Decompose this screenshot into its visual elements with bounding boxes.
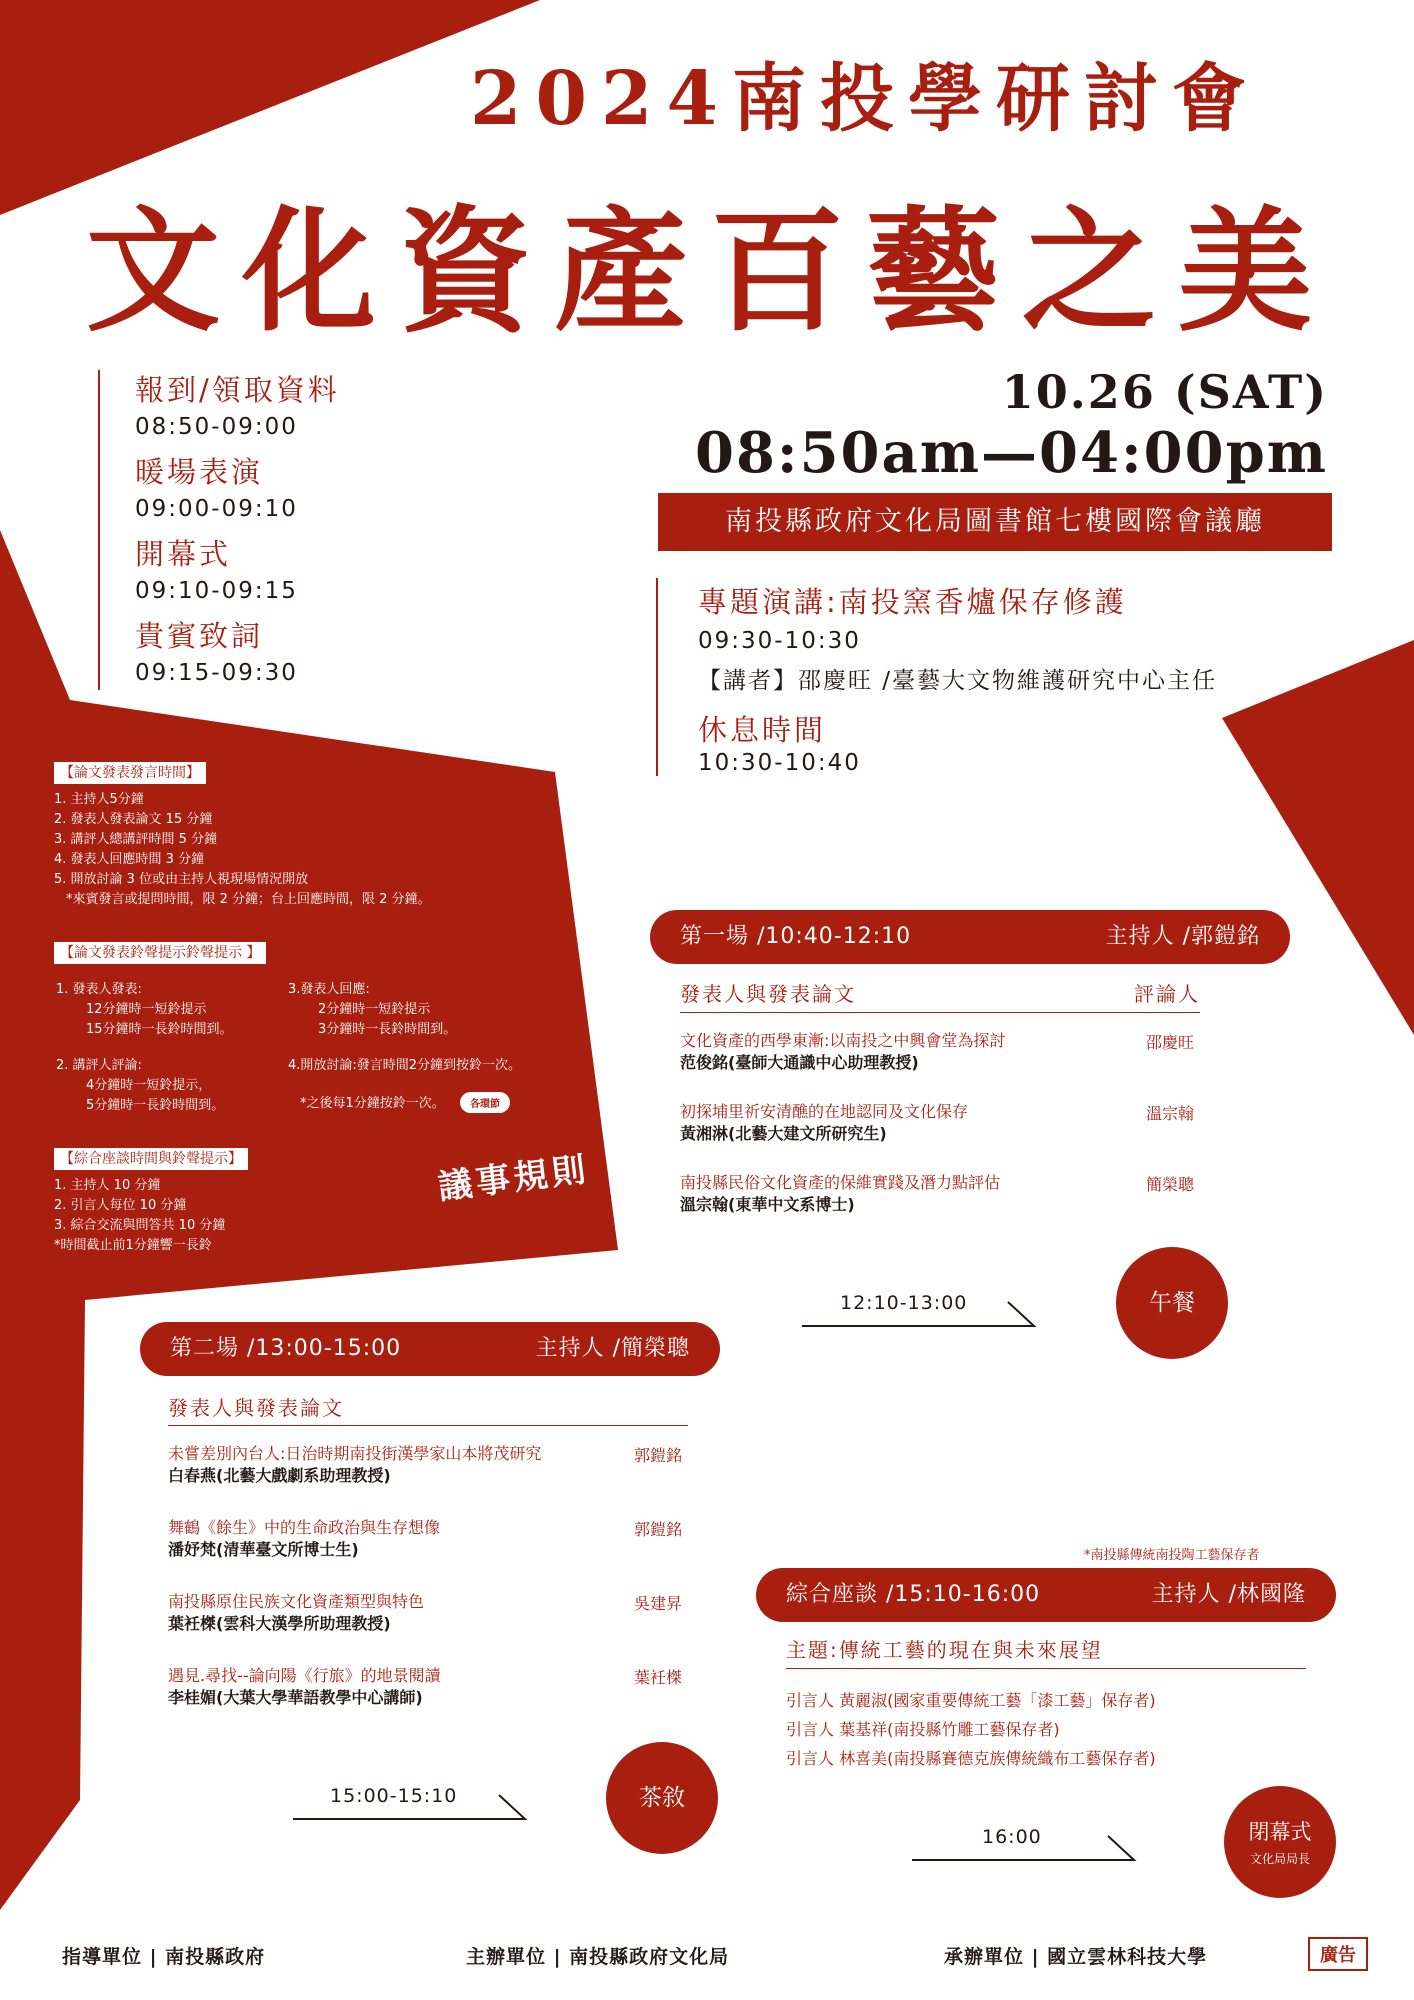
session1-label: 第一場 /10:40-12:10 [680, 924, 912, 949]
rule-item: *來賓發言或提問時間，限 2 分鐘；台上回應時間，限 2 分鐘。 [66, 892, 431, 907]
paper-author: 白春燕(北藝大戲劇系助理教授) [168, 1466, 391, 1485]
paper-author: 李桂媚(大葉大學華語教學中心講師) [168, 1688, 423, 1707]
rules-bell-title: 【論文發表鈴聲提示鈴聲提示 】 [54, 942, 266, 964]
forum-theme: 主題:傳統工藝的現在與未來展望 [786, 1638, 1103, 1662]
rule-item: 2. 發表人發表論文 15 分鐘 [54, 812, 213, 827]
paper-title: 未嘗差別內台人:日治時期南投街漢學家山本將茂研究 [168, 1444, 542, 1463]
session2-paper [168, 1517, 440, 1561]
paper-discussant: 葉衽榤 [634, 1668, 683, 1687]
rules-speaking-title: 【論文發表發言時間】 [54, 762, 206, 784]
conference-title: 2024南投學研討會 [470, 56, 1260, 142]
schedule-item-label: 貴賓致詞 [135, 619, 264, 653]
closing-badge [1224, 1786, 1336, 1898]
forum-divider [786, 1668, 1306, 1669]
footer-organizer: 承辦單位 | 國立雲林科技大學 [944, 1946, 1208, 1968]
bell-badge: 各環節 [460, 1092, 510, 1113]
paper-discussant: 吳建昇 [634, 1594, 683, 1613]
paper-title: 文化資產的西學東漸:以南投之中興會堂為探討 [680, 1031, 1006, 1050]
paper-title: 舞鶴《餘生》中的生命政治與生存想像 [168, 1518, 441, 1537]
event-time: 08:50am—04:00pm [694, 420, 1328, 486]
lunch-arrow [802, 1298, 1042, 1328]
lunch-badge: 午餐 [1116, 1247, 1228, 1359]
rules-bell-title-wrap [54, 942, 266, 964]
session2-divider [168, 1425, 688, 1426]
closing-sub: 文化局局長 [1249, 1852, 1310, 1866]
paper-discussant: 郭鎧銘 [634, 1520, 683, 1539]
paper-author: 范俊銘(臺師大通識中心助理教授) [680, 1053, 919, 1072]
paper-author: 溫宗翰(東華中文系博士) [680, 1195, 855, 1214]
session1-col-discussant: 評論人 [1134, 982, 1200, 1006]
session2-paper [168, 1665, 441, 1709]
tea-badge: 茶敘 [606, 1742, 718, 1854]
paper-title: 南投縣民俗文化資產的保維實踐及潛力點評估 [680, 1173, 1001, 1192]
tea-arrow [293, 1791, 533, 1821]
schedule-item-label: 暖場表演 [135, 455, 264, 489]
rule-item: 4分鐘時一短鈴提示， [86, 1078, 212, 1093]
rule-item: *時間截止前1分鐘響一長鈴 [54, 1238, 212, 1253]
paper-author: 黃湘淋(北藝大建文所研究生) [680, 1124, 887, 1143]
paper-title: 遇見.尋找--論向陽《行旅》的地景閱讀 [168, 1666, 441, 1685]
event-date: 10.26 (SAT) [1001, 365, 1328, 419]
rule-item: 3. 講評人總講評時間 5 分鐘 [54, 832, 218, 847]
rules-bell-left [56, 980, 233, 1116]
session2-paper [168, 1591, 424, 1635]
forum-speakers [786, 1686, 1156, 1773]
tea-time: 15:00-15:10 [330, 1785, 458, 1807]
keynote-title: 專題演講:南投窯香爐保存修護 [698, 585, 1127, 619]
lunch-time: 12:10-13:00 [840, 1292, 968, 1314]
paper-discussant: 郭鎧銘 [634, 1446, 683, 1465]
keynote-divider [656, 578, 658, 776]
session1-divider [680, 1012, 1200, 1013]
rule-item: 1. 主持人 10 分鐘 [54, 1178, 161, 1193]
forum-speaker: 引言人 林喜美(南投縣賽德克族傳統織布工藝保存者) [786, 1749, 1156, 1768]
rule-item: 12分鐘時一短鈴提示 [86, 1002, 207, 1017]
break-label: 休息時間 [698, 713, 827, 747]
schedule-item-time: 09:15-09:30 [135, 660, 298, 686]
rules-panel [54, 1148, 248, 1256]
rule-item: 4.開放討論:發言時間2分鐘到按鈴一次。 [288, 1058, 522, 1073]
keynote-time: 09:30-10:30 [698, 628, 861, 654]
rule-item: 1. 主持人5分鐘 [54, 792, 144, 807]
paper-author: 潘妤梵(清華臺文所博士生) [168, 1540, 359, 1559]
session2-label: 第二場 /13:00-15:00 [170, 1336, 402, 1361]
forum-host: 主持人 /林國隆 [1151, 1582, 1306, 1607]
forum-note: *南投縣傳統南投陶工藝保存者 [1084, 1548, 1260, 1563]
schedule-item-label: 報到/領取資料 [135, 373, 340, 407]
rule-item: 2分鐘時一短鈴提示 [318, 1002, 431, 1017]
closing-time: 16:00 [982, 1826, 1042, 1848]
rules-panel-title: 【綜合座談時間與鈴聲提示】 [54, 1148, 248, 1170]
keynote-speaker: 【講者】邵慶旺 /臺藝大文物維護研究中心主任 [698, 668, 1218, 694]
session2-paper [168, 1443, 541, 1487]
forum-label: 綜合座談 /15:10-16:00 [786, 1582, 1041, 1607]
session2-host: 主持人 /簡榮聰 [535, 1336, 690, 1361]
closing-label: 閉幕式 [1248, 1820, 1312, 1844]
paper-discussant: 簡榮聰 [1146, 1175, 1195, 1194]
session2-col-papers: 發表人與發表論文 [168, 1396, 344, 1420]
session1-paper [680, 1101, 968, 1145]
footer-host: 主辦單位 | 南投縣政府文化局 [466, 1946, 730, 1968]
forum-header [756, 1568, 1336, 1622]
morning-schedule [135, 368, 340, 696]
paper-author: 葉衽榤(雲科大漢學所助理教授) [168, 1614, 391, 1633]
session2-header [140, 1322, 720, 1376]
rule-item: 3. 綜合交流與問答共 10 分鐘 [54, 1218, 226, 1233]
rule-item: 2. 講評人評論: [56, 1058, 142, 1073]
paper-discussant: 邵慶旺 [1146, 1033, 1195, 1052]
schedule-item-label: 開幕式 [135, 537, 232, 571]
rule-item: *之後每1分鐘按鈴一次。 [300, 1096, 445, 1111]
rule-item: 3.發表人回應: [288, 982, 370, 997]
paper-title: 初探埔里祈安清醮的在地認同及文化保存 [680, 1102, 969, 1121]
rule-item: 3分鐘時一長鈴時間到。 [318, 1022, 457, 1037]
right-triangle-shape [1222, 640, 1414, 1035]
schedule-item-time: 08:50-09:00 [135, 414, 298, 440]
session1-paper [680, 1172, 1000, 1216]
session1-header [650, 910, 1290, 964]
forum-speaker: 引言人 黃麗淑(國家重要傳統工藝「漆工藝」保存者) [786, 1691, 1156, 1710]
session1-col-papers: 發表人與發表論文 [680, 982, 856, 1006]
venue-banner: 南投縣政府文化局圖書館七樓國際會議廳 [658, 493, 1332, 551]
schedule-item-time: 09:00-09:10 [135, 496, 298, 522]
rule-item: 4. 發表人回應時間 3 分鐘 [54, 852, 205, 867]
session1-paper [680, 1030, 1005, 1074]
paper-title: 南投縣原住民族文化資產類型與特色 [168, 1592, 425, 1611]
rule-item: 5. 開放討論 3 位或由主持人視現場情況開放 [54, 872, 309, 887]
rules-heading: 議事規則 [435, 1149, 592, 1208]
rule-item: 15分鐘時一長鈴時間到。 [86, 1022, 233, 1037]
rules-speaking [54, 762, 431, 910]
rule-item: 1. 發表人發表: [56, 982, 142, 997]
session1-host: 主持人 /郭鎧銘 [1105, 924, 1260, 949]
morning-divider [98, 370, 100, 690]
keynote-block [698, 580, 1217, 784]
rule-item: 5分鐘時一長鈴時間到。 [86, 1098, 225, 1113]
schedule-item-time: 09:10-09:15 [135, 578, 298, 604]
footer-guide: 指導單位 | 南投縣政府 [62, 1946, 266, 1968]
paper-discussant: 溫宗翰 [1146, 1104, 1195, 1123]
forum-speaker: 引言人 葉基祥(南投縣竹雕工藝保存者) [786, 1720, 1060, 1739]
closing-arrow [912, 1832, 1142, 1862]
ad-badge: 廣告 [1308, 1937, 1368, 1971]
conference-theme: 文化資產百藝之美 [86, 192, 1335, 350]
break-time: 10:30-10:40 [698, 750, 861, 776]
rule-item: 2. 引言人每位 10 分鐘 [54, 1198, 187, 1213]
